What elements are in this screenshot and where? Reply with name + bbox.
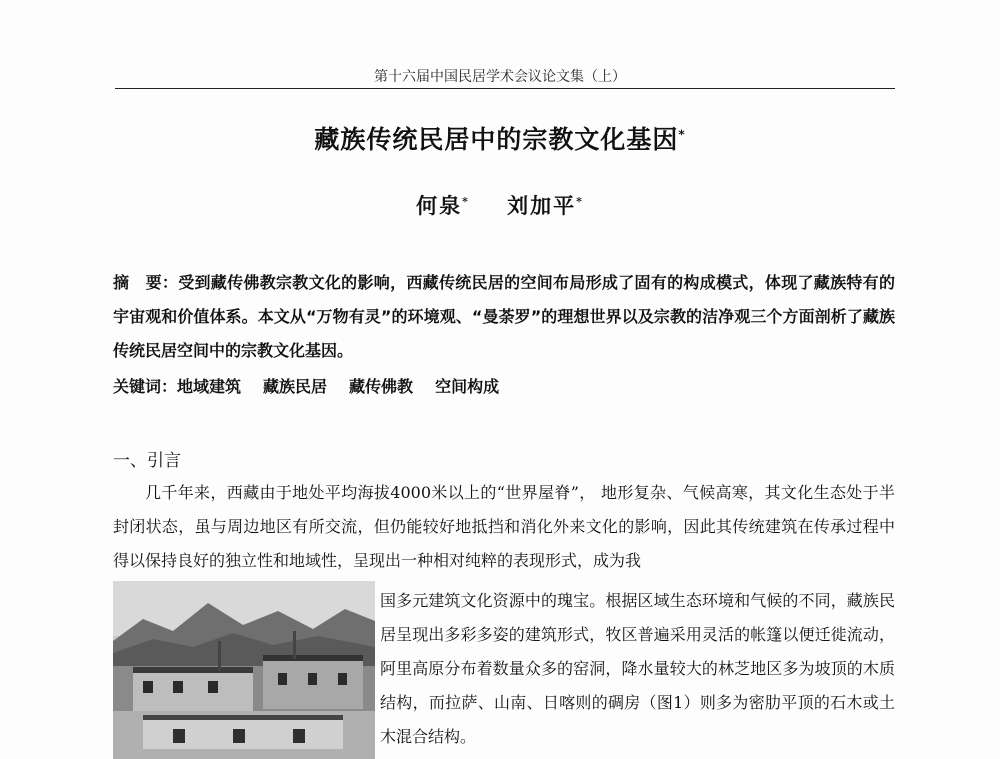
running-header: 第十六届中国民居学术会议论文集（上） xyxy=(374,69,626,85)
author-1-mark: * xyxy=(462,195,470,208)
keyword: 地域建筑 xyxy=(177,377,242,396)
paper-title xyxy=(0,120,1000,156)
title-footnote-mark: * xyxy=(678,127,686,142)
section-heading-introduction: 一、引言 xyxy=(113,451,181,471)
author-2 xyxy=(507,193,584,218)
author-1 xyxy=(416,193,470,218)
intro-paragraph: 几千年来，西藏由于地处平均海拔4000米以上的“世界屋脊”， 地形复杂、气候高寒，其文化生态处于半封闭状态，虽与周边地区有所交流，但仍能较好地抵挡和消化外来文化的影响，因此其传统建筑在传承过程中得以保持良好的独立性和地域性，呈现出一种相对纯粹的表现形式，成为我 xyxy=(113,483,895,570)
figure-1-tibetan-house-photo xyxy=(113,581,375,759)
author-list xyxy=(0,190,1000,220)
tibetan-house-photo-illustration xyxy=(113,581,375,759)
keyword: 藏传佛教 xyxy=(349,377,414,396)
keyword: 藏族民居 xyxy=(263,377,328,396)
header-rule xyxy=(115,88,895,89)
keywords-label: 关键词： xyxy=(113,377,178,396)
title-text: 藏族传统民居中的宗教文化基因 xyxy=(314,125,679,154)
keywords xyxy=(113,370,895,404)
author-1-name: 何泉 xyxy=(416,193,463,218)
abstract-text: 受到藏传佛教宗教文化的影响，西藏传统民居的空间布局形成了固有的构成模式，体现了藏族特有的宇宙观和价值体系。本文从“万物有灵”的环境观、“曼荼罗”的理想世界以及宗教的洁净观三个方面剖析了藏族传统民居空间中的宗教文化基因。 xyxy=(113,273,895,360)
abstract-label: 摘 要： xyxy=(113,273,179,292)
intro-paragraph-continued: 国多元建筑文化资源中的瑰宝。根据区域生态环境和气候的不同，藏族民居呈现出多彩多姿的建筑形式，牧区普遍采用灵活的帐篷以便迁徙流动，阿里高原分布着数量众多的窑洞，降水量较大的林芝地区多为坡顶的木质结构，而拉萨、山南、日喀则的碉房（图1）则多为密肋平顶的石木或土木混合结构。 xyxy=(380,591,895,746)
author-2-mark: * xyxy=(576,195,584,208)
abstract xyxy=(113,266,895,368)
author-2-name: 刘加平 xyxy=(507,193,577,218)
keyword: 空间构成 xyxy=(435,377,500,396)
